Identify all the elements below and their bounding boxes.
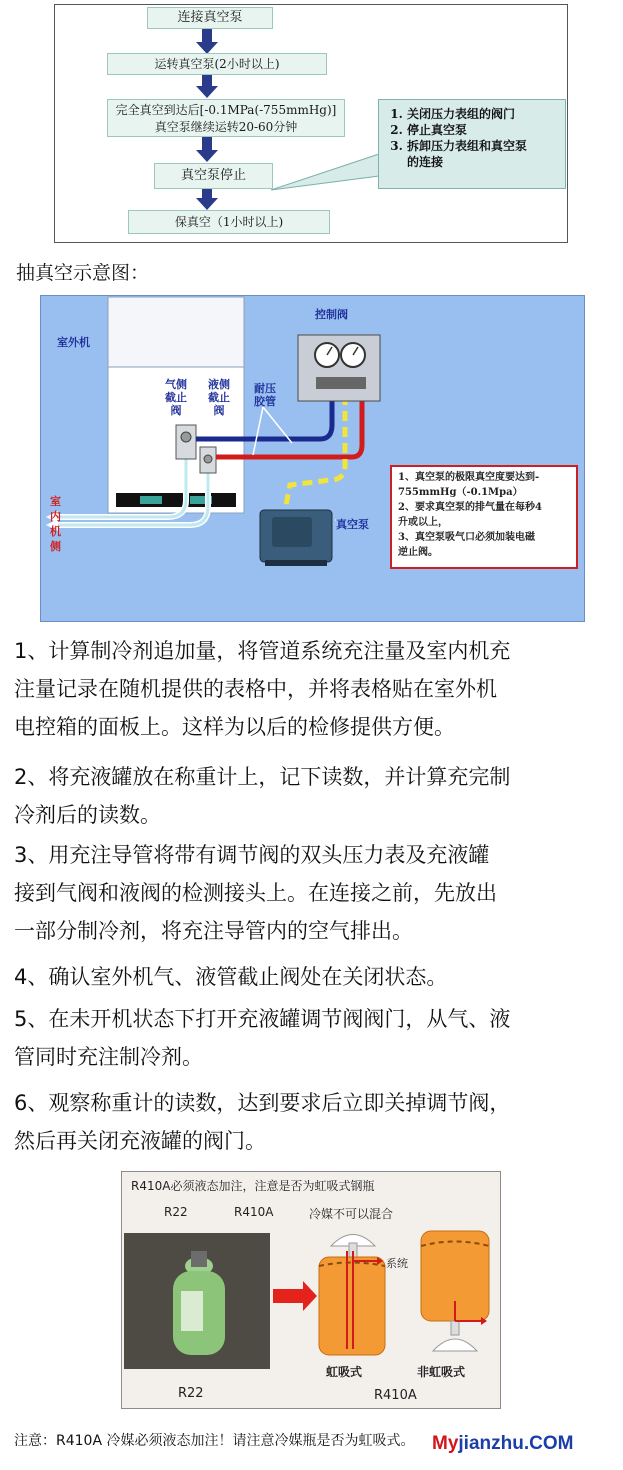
vacuum-note-line: 755mmHg（-0.1Mpa） bbox=[398, 487, 523, 498]
watermark-logo bbox=[432, 1433, 573, 1455]
flow-arrow bbox=[202, 137, 212, 151]
vacuum-diagram-art bbox=[40, 295, 583, 620]
hose-label-1: 耐压 bbox=[254, 382, 276, 395]
gas-valve-label bbox=[165, 378, 187, 417]
vacuum-pump-label: 真空泵 bbox=[336, 518, 369, 531]
step-paragraph-5 bbox=[14, 1000, 614, 1076]
flow-step-full-vacuum bbox=[107, 99, 345, 137]
section-label: 抽真空示意图： bbox=[16, 262, 150, 284]
paragraph-line: 然后再关闭充液罐的阀门。 bbox=[14, 1129, 266, 1153]
flow-step-hold: 保真空（1小时以上) bbox=[128, 210, 330, 234]
r410a-non-siphon-label: 非虹吸式 bbox=[417, 1365, 466, 1379]
r410a-title: R410A必须液态加注，注意是否为虹吸式钢瓶 bbox=[131, 1179, 375, 1193]
vacuum-note-line: 逆止阀。 bbox=[398, 547, 438, 558]
flow-step-full-vacuum-line2: 真空泵继续运转20-60分钟 bbox=[154, 120, 298, 134]
indoor-side-label-4: 侧 bbox=[50, 540, 61, 553]
step-paragraph-4 bbox=[14, 958, 614, 996]
hose-label-2: 胶管 bbox=[254, 395, 276, 408]
liquid-valve-label bbox=[208, 378, 230, 417]
arrow-right-icon bbox=[273, 1281, 317, 1311]
liquid-valve-label-1: 液侧 bbox=[208, 378, 230, 391]
gas-valve-label-1: 气侧 bbox=[165, 378, 187, 391]
vacuum-hose bbox=[285, 395, 345, 510]
paragraph-line: 4、确认室外机气、液管截止阀处在关闭状态。 bbox=[14, 965, 448, 989]
r410a-no-mix: 冷媒不可以混合 bbox=[309, 1207, 394, 1221]
r410a-siphon-label: 虹吸式 bbox=[326, 1365, 363, 1379]
stop-callout bbox=[378, 99, 566, 189]
step-paragraph-3 bbox=[14, 836, 614, 950]
liquid-valve-label-3: 阀 bbox=[213, 404, 225, 417]
paragraph-line: 1、计算制冷剂追加量，将管道系统充注量及室内机充 bbox=[14, 639, 511, 663]
gas-valve-label-2: 截止 bbox=[165, 391, 187, 404]
r410a-label-r22: R22 bbox=[164, 1205, 188, 1219]
flow-step-stop: 真空泵停止 bbox=[154, 163, 273, 189]
paragraph-line: 接到气阀和液阀的检测接头上。在连接之前，先放出 bbox=[14, 881, 497, 905]
outdoor-unit-label: 室外机 bbox=[57, 336, 90, 349]
callout-item-cont: 的连接 bbox=[407, 155, 444, 169]
flow-arrow-head bbox=[196, 198, 218, 210]
paragraph-line: 管同时充注制冷剂。 bbox=[14, 1045, 203, 1069]
hose-label bbox=[254, 382, 276, 408]
indoor-side-label-1: 室 bbox=[50, 495, 61, 508]
paragraph-line: 3、用充注导管将带有调节阀的双头压力表及充液罐 bbox=[14, 843, 490, 867]
indoor-side-label-3: 机 bbox=[50, 525, 61, 538]
paragraph-line: 2、将充液罐放在称重计上，记下读数，并计算充完制 bbox=[14, 765, 511, 789]
r410a-bottom-r22: R22 bbox=[178, 1386, 204, 1401]
r410a-system-label: 系统 bbox=[386, 1257, 408, 1270]
vacuum-note-line: 3、真空泵吸气口必须加装电磁 bbox=[398, 532, 535, 543]
flow-step-run: 运转真空泵(2小时以上) bbox=[107, 53, 327, 75]
callout-pointer bbox=[265, 150, 385, 195]
control-valve-label: 控制阀 bbox=[315, 308, 348, 321]
vacuum-note-line: 升或以上， bbox=[398, 517, 448, 528]
flow-step-connect: 连接真空泵 bbox=[147, 7, 273, 29]
watermark-part: My bbox=[432, 1433, 459, 1454]
watermark-part: .COM bbox=[523, 1433, 574, 1454]
paragraph-line: 6、观察称重计的读数，达到要求后立即关掉调节阀， bbox=[14, 1091, 511, 1115]
gas-valve-label-3: 阀 bbox=[170, 404, 182, 417]
flow-arrow-head bbox=[196, 86, 218, 98]
liquid-valve-label-2: 截止 bbox=[208, 391, 230, 404]
paragraph-line: 冷剂后的读数。 bbox=[14, 803, 161, 827]
paragraph-line: 一部分制冷剂，将充注导管内的空气排出。 bbox=[14, 919, 413, 943]
outdoor-unit-top bbox=[108, 297, 244, 367]
step-paragraph-6 bbox=[14, 1084, 614, 1160]
manifold-gauge-icon bbox=[298, 335, 380, 401]
caption: 注意：R410A 冷媒必须液态加注！请注意冷媒瓶是否为虹吸式。 bbox=[14, 1433, 415, 1449]
paragraph-line: 5、在未开机状态下打开充液罐调节阀阀门，从气、液 bbox=[14, 1007, 511, 1031]
vacuum-note-line: 2、要求真空泵的排气量在每秒4 bbox=[398, 502, 542, 513]
callout-item: 1. 关闭压力表组的阀门 bbox=[407, 106, 565, 122]
r410a-label-r410a: R410A bbox=[234, 1205, 274, 1219]
paragraph-line: 注量记录在随机提供的表格中，并将表格贴在室外机 bbox=[14, 677, 497, 701]
flow-arrow-head bbox=[196, 150, 218, 162]
flow-step-full-vacuum-line1: 完全真空到达后[-0.1MPa(-755mmHg)] bbox=[115, 103, 337, 117]
indoor-side-label-2: 内 bbox=[50, 510, 61, 523]
callout-item: 3. 拆卸压力表组和真空泵 bbox=[407, 138, 565, 154]
step-paragraph-1 bbox=[14, 632, 614, 746]
vacuum-note-line: 1、真空泵的极限真空度要达到- bbox=[398, 472, 540, 483]
outdoor-unit-foot bbox=[140, 496, 162, 504]
flow-arrow bbox=[202, 73, 212, 87]
r410a-bottom-r410a: R410A bbox=[374, 1388, 417, 1403]
watermark-part: jianzhu bbox=[458, 1433, 524, 1454]
indoor-side-label bbox=[50, 494, 61, 554]
outdoor-unit-base bbox=[116, 493, 236, 507]
vacuum-notes bbox=[390, 465, 578, 569]
paragraph-line: 电控箱的面板上。这样为以后的检修提供方便。 bbox=[14, 715, 455, 739]
callout-item: 2. 停止真空泵 bbox=[407, 122, 565, 138]
step-paragraph-2 bbox=[14, 758, 614, 834]
